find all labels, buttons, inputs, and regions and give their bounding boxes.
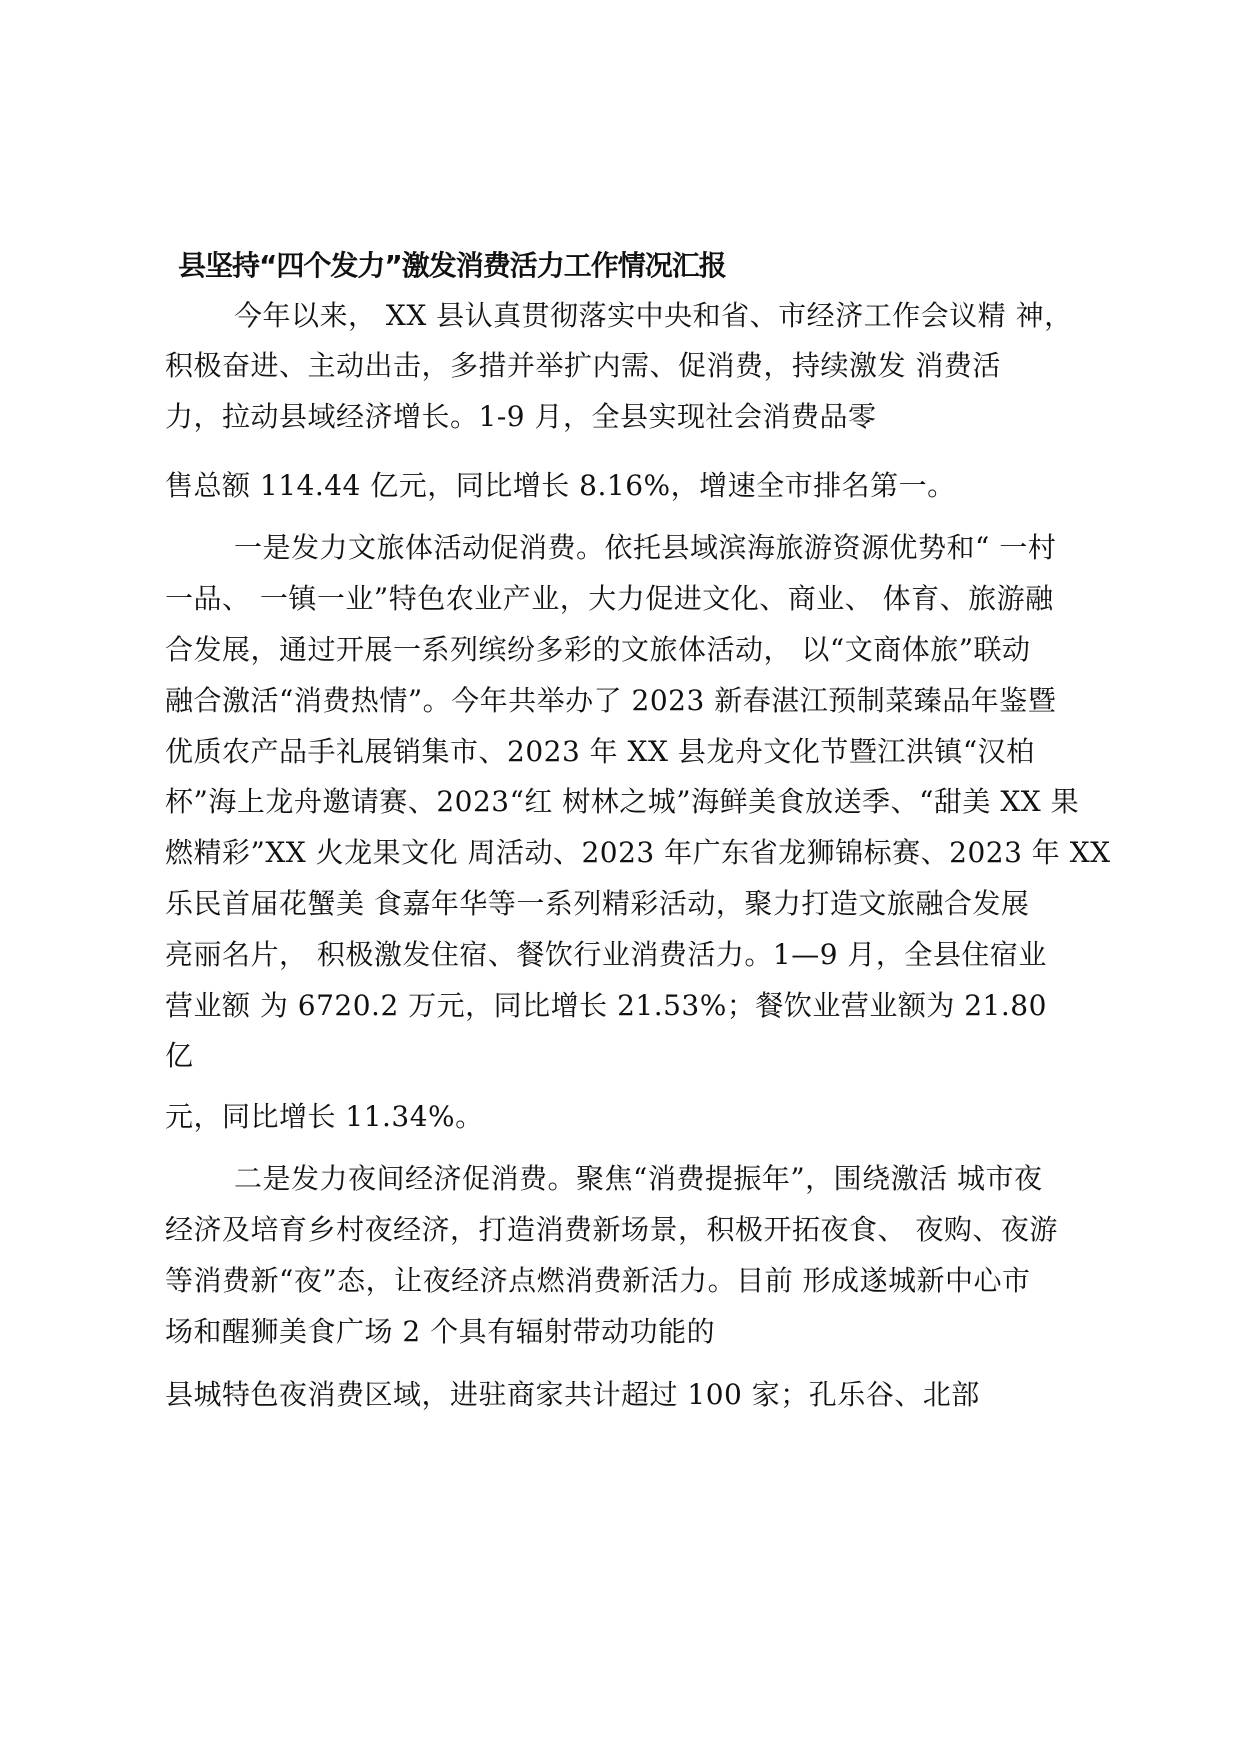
- text-line: 力，拉动县域经济增长。1-9 月，全县实现社会消费品零: [165, 400, 877, 433]
- text-line: 二是发力夜间经济促消费。聚焦“消费提振年”，围绕激活 城市夜: [234, 1162, 1043, 1195]
- text-line: 一是发力文旅体活动促消费。依托县域滨海旅游资源优势和“ 一村: [234, 531, 1057, 564]
- text-line: 等消费新“夜”态，让夜经济点燃消费新活力。目前 形成遂城新中心市: [165, 1264, 1031, 1297]
- text-line: 优质农产品手礼展销集市、2023 年 XX 县龙舟文化节暨江洪镇“汉柏: [165, 735, 1035, 768]
- text-line: 场和醒狮美食广场 2 个具有辐射带动功能的: [165, 1315, 716, 1348]
- text-line: 合发展，通过开展一系列缤纷多彩的文旅体活动， 以“文商体旅”联动: [165, 633, 1031, 666]
- text-line: 亿: [165, 1039, 194, 1072]
- text-line: 杯”海上龙舟邀请赛、2023“红 树林之城”海鲜美食放送季、“甜美 XX 果: [165, 785, 1080, 818]
- text-line: 融合激活“消费热情”。今年共举办了 2023 新春湛江预制菜臻品年鉴暨: [165, 684, 1057, 717]
- document-title: 县坚持“四个发力”激发消费活力工作情况汇报: [178, 249, 726, 282]
- text-line: 亮丽名片， 积极激发住宿、餐饮行业消费活力。1—9 月，全县住宿业: [165, 938, 1047, 971]
- text-line: 燃精彩”XX 火龙果文化 周活动、2023 年广东省龙狮锦标赛、2023 年 XX: [165, 836, 1111, 869]
- text-line: 今年以来， XX 县认真贯彻落实中央和省、市经济工作会议精 神，: [234, 299, 1073, 332]
- text-line: 营业额 为 6720.2 万元，同比增长 21.53%；餐饮业营业额为 21.80: [165, 989, 1047, 1022]
- text-line: 积极奋进、主动出击，多措并举扩内需、促消费，持续激发 消费活: [165, 349, 1001, 382]
- text-line: 一品、 一镇一业”特色农业产业，大力促进文化、商业、 体育、旅游融: [165, 582, 1054, 615]
- text-line: 县城特色夜消费区域，进驻商家共计超过 100 家；孔乐谷、北部: [165, 1378, 980, 1411]
- text-line: 经济及培育乡村夜经济，打造消费新场景，积极开拓夜食、 夜购、夜游: [165, 1213, 1058, 1246]
- text-line: 售总额 114.44 亿元，同比增长 8.16%，增速全市排名第一。: [165, 469, 956, 502]
- text-line: 元，同比增长 11.34%。: [165, 1100, 484, 1133]
- text-line: 乐民首届花蟹美 食嘉年华等一系列精彩活动，聚力打造文旅融合发展: [165, 887, 1030, 920]
